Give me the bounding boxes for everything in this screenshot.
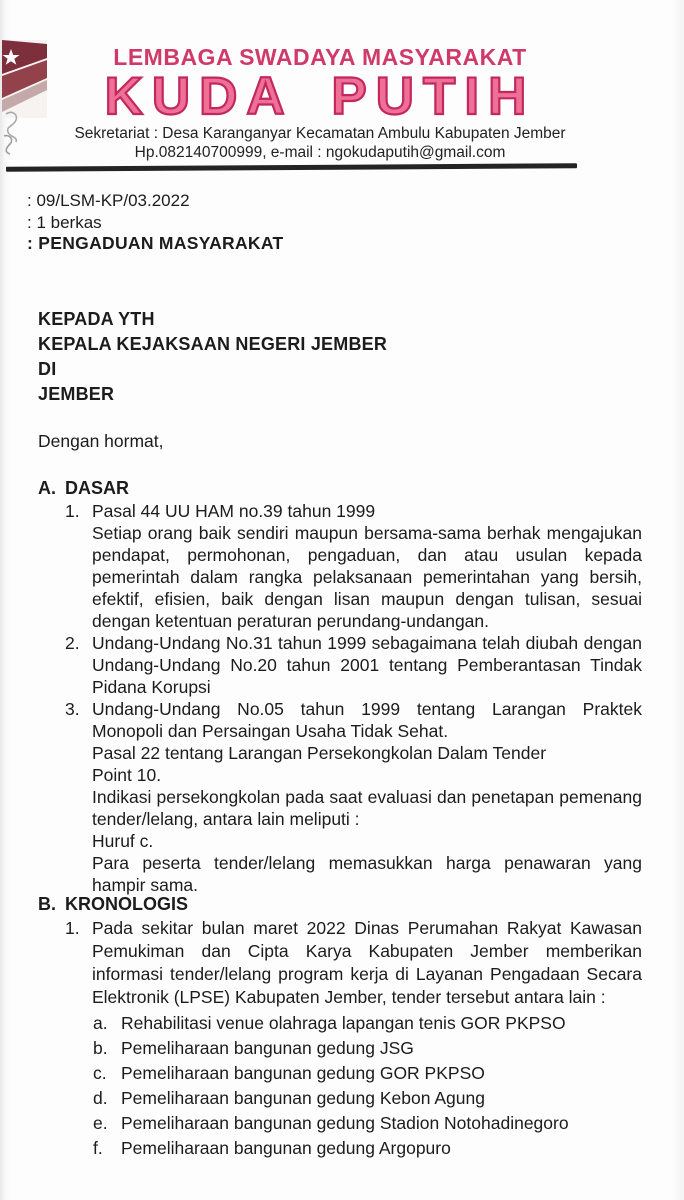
section-title: DASAR (65, 478, 130, 498)
letter-meta (27, 190, 283, 255)
item-number: 3. (65, 699, 80, 719)
dasar-item-3 (38, 698, 642, 896)
section-marker: B. (38, 894, 56, 914)
section-marker: A. (38, 478, 56, 498)
item-line-pasal: Pasal 22 tentang Larangan Persekongkolan Dalam Tender (92, 743, 547, 763)
tender-item-f (92, 1137, 642, 1159)
item-body: Setiap orang baik sendiri maupun bersama-sama berhak mengajukan pendapat, permohonan, pengaduan, dan atau usulan kepada pemerintah dalam rangka pelaksanaan pemerintahan yang bersih, efektif, efisien, baik dengan lisan maupun dengan tulisan, sesuai dengan ketentuan peraturan perundang-undangan. (92, 523, 642, 631)
salutation: Dengan hormat, (38, 431, 164, 451)
subitem-letter: e. (93, 1113, 108, 1133)
item-number: 1. (65, 918, 80, 938)
contact-line: Hp.082140700999, e-mail : ngokudaputih@gmail.com (134, 144, 506, 161)
tender-item-e (92, 1112, 642, 1134)
subitem-letter: b. (93, 1038, 108, 1058)
subitem-text: Pemeliharaan bangunan gedung Kebon Agung (121, 1088, 485, 1108)
item-line-huruf: Huruf c. (92, 831, 154, 851)
letter-subject: : PENGADUAN MASYARAKAT (27, 233, 284, 253)
item-body: Undang-Undang No.31 tahun 1999 sebagaimana telah diubah dengan Undang-Undang No.20 tahun 2001 tentang Pemberantasan Tindak Pidana Korupsi (92, 633, 642, 697)
subitem-letter: d. (93, 1088, 108, 1108)
letterhead (0, 0, 684, 185)
section-dasar-heading (38, 477, 642, 499)
org-name-title: KUDA PUTIH (104, 67, 536, 126)
section-kronologis (38, 893, 642, 1159)
letterhead-rule (6, 163, 577, 171)
subitem-text: Pemeliharaan bangunan gedung GOR PKPSO (121, 1063, 485, 1083)
recipient-line: DI (38, 359, 57, 379)
item-line-para: Para peserta tender/lelang memasukkan harga penawaran yang hampir sama. (92, 853, 642, 895)
item-number: 2. (65, 633, 80, 653)
section-dasar (38, 477, 642, 896)
letter-attachment: : 1 berkas (27, 212, 102, 232)
tender-list (92, 1012, 642, 1159)
subitem-text: Pemeliharaan bangunan gedung Argopuro (121, 1138, 451, 1158)
item-number: 1. (65, 501, 80, 521)
secretariat-line: Sekretariat : Desa Karanganyar Kecamatan Ambulu Kabupaten Jember (74, 125, 566, 142)
subitem-text: Pemeliharaan bangunan gedung Stadion Notohadinegoro (121, 1113, 569, 1133)
tender-item-d (92, 1087, 642, 1109)
kronologis-item-1 (38, 917, 642, 1159)
tender-item-b (92, 1037, 642, 1059)
section-title: KRONOLOGIS (65, 894, 189, 914)
recipient-line: KEPADA YTH (38, 309, 155, 329)
recipient-block (38, 307, 387, 407)
subitem-text: Rehabilitasi venue olahraga lapangan tenis GOR PKPSO (121, 1013, 566, 1033)
recipient-line: KEPALA KEJAKSAAN NEGERI JEMBER (38, 334, 388, 354)
section-kronologis-heading (38, 893, 642, 916)
tender-item-c (92, 1062, 642, 1084)
item-line-indikasi: Indikasi persekongkolan pada saat evaluasi dan penetapan pemenang tender/lelang, antara lain meliputi : (92, 787, 642, 829)
subitem-letter: f. (93, 1138, 103, 1158)
item-body: Pada sekitar bulan maret 2022 Dinas Perumahan Rakyat Kawasan Pemukiman dan Cipta Karya Kabupaten Jember memberikan informasi tender/lelang program kerja di Layanan Pengadaan Secara Elektronik (LPSE) Kabupaten Jember, tender tersebut antara lain : (92, 918, 642, 1007)
subitem-letter: a. (93, 1013, 108, 1033)
subitem-letter: c. (93, 1063, 107, 1083)
item-line-point: Point 10. (92, 765, 162, 785)
subitem-text: Pemeliharaan bangunan gedung JSG (121, 1038, 414, 1058)
dasar-item-1 (38, 500, 642, 632)
item-title: Pasal 44 UU HAM no.39 tahun 1999 (92, 501, 376, 521)
org-type-title: LEMBAGA SWADAYA MASYARAKAT (113, 44, 527, 70)
dasar-item-2 (38, 632, 642, 698)
letter-number: : 09/LSM-KP/03.2022 (27, 191, 190, 210)
recipient-line: JEMBER (38, 384, 115, 404)
item-body: Undang-Undang No.05 tahun 1999 tentang Larangan Praktek Monopoli dan Persaingan Usaha Tidak Sehat. (92, 699, 642, 741)
tender-item-a (92, 1012, 642, 1034)
